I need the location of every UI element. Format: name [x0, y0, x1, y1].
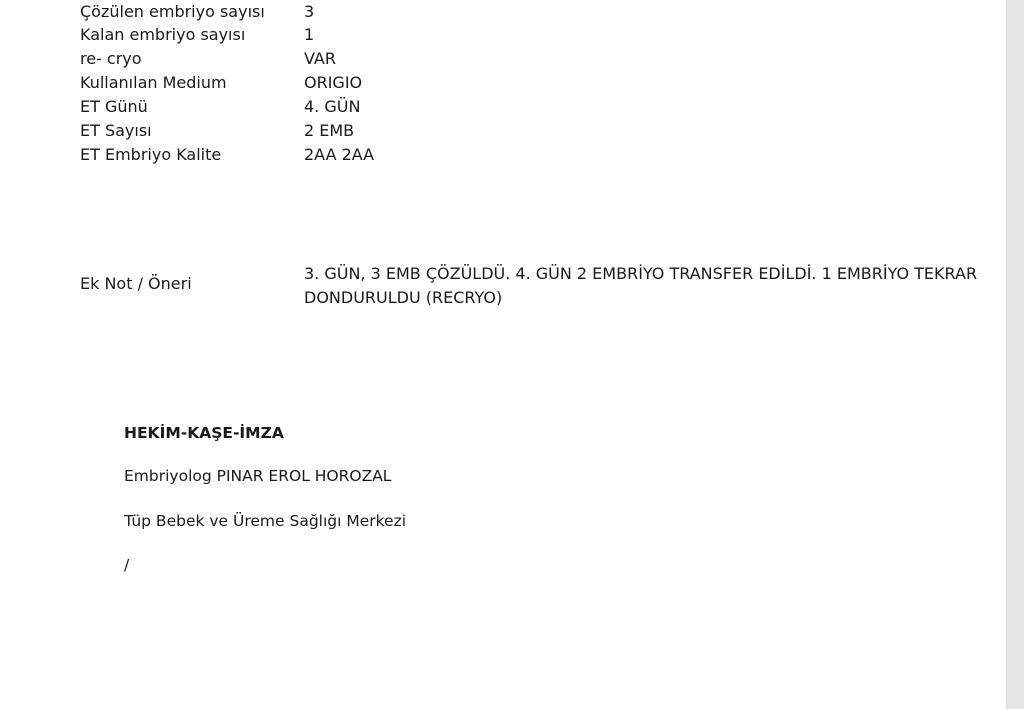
note-label: Ek Not / Öneri: [80, 274, 192, 293]
field-value-et-count: 2 EMB: [304, 121, 355, 140]
field-value-medium: ORIGIO: [304, 73, 363, 92]
field-label-re-cryo: re- cryo: [80, 49, 142, 68]
field-value-et-day: 4. GÜN: [304, 97, 361, 116]
field-label-et-day: ET Günü: [80, 97, 148, 116]
signature-slash: /: [124, 556, 130, 574]
field-value-et-embryo-quality: 2AA 2AA: [304, 145, 375, 164]
signature-title: HEKİM-KAŞE-İMZA: [124, 424, 284, 442]
note-text: 3. GÜN, 3 EMB ÇÖZÜLDÜ. 4. GÜN 2 EMBRİYO TRANSFER EDİLDİ. 1 EMBRİYO TEKRAR DONDURULDU (RECRYO): [304, 264, 978, 307]
signature-name: Embriyolog PINAR EROL HOROZAL: [124, 467, 392, 485]
field-label-thawed-embryo-count: Çözülen embriyo sayısı: [80, 2, 265, 21]
field-value-thawed-embryo-count: 3: [304, 2, 315, 21]
field-label-medium: Kullanılan Medium: [80, 73, 227, 92]
field-label-et-embryo-quality: ET Embriyo Kalite: [80, 145, 222, 164]
signature-center: Tüp Bebek ve Üreme Sağlığı Merkezi: [124, 512, 407, 530]
field-label-et-count: ET Sayısı: [80, 121, 152, 140]
field-value-re-cryo: VAR: [304, 49, 336, 68]
field-label-remaining-embryo-count: Kalan embriyo sayısı: [80, 25, 246, 44]
field-value-remaining-embryo-count: 1: [304, 25, 315, 44]
page-edge: [1006, 0, 1024, 709]
